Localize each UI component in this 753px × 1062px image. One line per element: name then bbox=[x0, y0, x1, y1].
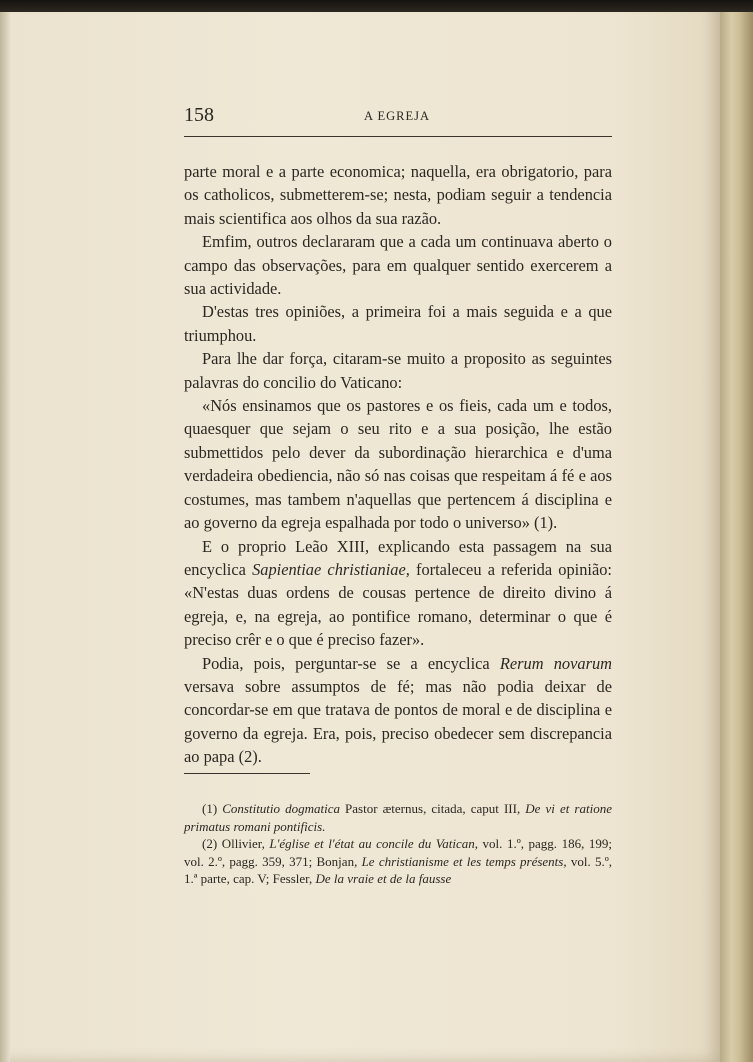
book-spine bbox=[720, 0, 753, 1062]
footnote-rule bbox=[184, 773, 310, 774]
encyclical-title-rerum-novarum: Rerum novarum bbox=[499, 653, 612, 673]
paragraph-5-quote: «Nós ensinamos que os pastores e os fieis, cada um e todos, quaesquer que sejam o seu rito e a sua posição, lhe estão submettidos pelo dever da subordinação hierarchica e d'uma verdadeira obediencia, não só nas coisas que respeitam á fé e aos costumes, mas tambem n'aquellas que pertencem á disciplina e ao governo da egreja espalhada por todo o universo» (1). bbox=[184, 396, 612, 533]
paragraph-4: Para lhe dar força, citaram-se muito a proposito as seguintes palavras do concilio do Vaticano: bbox=[184, 349, 612, 392]
top-shadow-band bbox=[0, 0, 753, 12]
paragraph-6 bbox=[184, 535, 612, 652]
footnote-1-text: Pastor æternus, citada, caput III, bbox=[339, 801, 526, 816]
paragraph-7 bbox=[184, 652, 612, 769]
encyclical-title-sapientiae: Sapientiae christianiae, bbox=[252, 559, 410, 579]
footnote-1-mark: (1) bbox=[202, 801, 223, 816]
footnote-1-italic-b: De vi et ratione primatus romani pontificis. bbox=[184, 801, 612, 834]
footnote-2-italic-b: Le christianisme et les temps présents, bbox=[361, 853, 567, 869]
paragraph-1: parte moral e a parte economica; naquella, era obrigatorio, para os catholicos, submetterem-se; nesta, podiam seguir a tendencia mais scientifica aos olhos da sua razão. bbox=[184, 162, 612, 228]
paragraph-2: Emfim, outros declararam que a cada um continuava aberto o campo das observações, para em qualquer sentido exercerem a sua actividade. bbox=[184, 232, 612, 299]
page-left-edge bbox=[0, 0, 10, 1062]
paragraph-7-text-b: versava sobre assumptos de fé; mas não podia deixar de concordar-se em que tratava de pontos de moral e de disciplina e governo da egreja. Era, pois, preciso obedecer sem discrepancia ao papa (2). bbox=[184, 676, 612, 767]
footnote-2-text-a: Ollivier, bbox=[221, 836, 270, 852]
footnote-2-text-c: vol. 5.º, 1.ª parte, cap. V; Fessler, bbox=[184, 853, 612, 887]
running-title: A EGREJA bbox=[364, 109, 430, 123]
footnote-2-italic-a: L'église et l'état au concile du Vatican, bbox=[269, 836, 479, 852]
paragraph-6-text-b: fortaleceu a referida opinião: «N'estas duas ordens de cousas pertence de direito divino á egreja, e, na egreja, ao pontifice romano, determinar o que é preciso crêr e o que é preciso fazer». bbox=[184, 559, 612, 650]
paragraph-6-text-a: E o proprio Leão XIII, explicando esta passagem na sua encyclica bbox=[184, 536, 612, 579]
footnote-1 bbox=[184, 800, 612, 835]
footnote-2 bbox=[184, 835, 612, 888]
main-text bbox=[184, 160, 612, 769]
page-header bbox=[184, 104, 612, 130]
footnotes bbox=[184, 800, 612, 888]
footnote-2-italic-c: De la vraie et de la fausse bbox=[315, 871, 452, 887]
footnote-1-italic-a: Constitutio dogmatica bbox=[222, 801, 340, 816]
header-rule bbox=[184, 136, 612, 137]
footnote-2-text-b: vol. 1.º, pagg. 186, 199; vol. 2.º, pagg. 359, 371; Bonjan, bbox=[184, 836, 612, 869]
footnote-2-mark: (2) bbox=[202, 836, 222, 852]
page-number: 158 bbox=[184, 104, 214, 126]
paragraph-7-text-a: Podia, pois, perguntar-se se a encyclica bbox=[202, 653, 500, 673]
paragraph-3: D'estas tres opiniões, a primeira foi a mais seguida e a que triumphou. bbox=[184, 302, 612, 345]
